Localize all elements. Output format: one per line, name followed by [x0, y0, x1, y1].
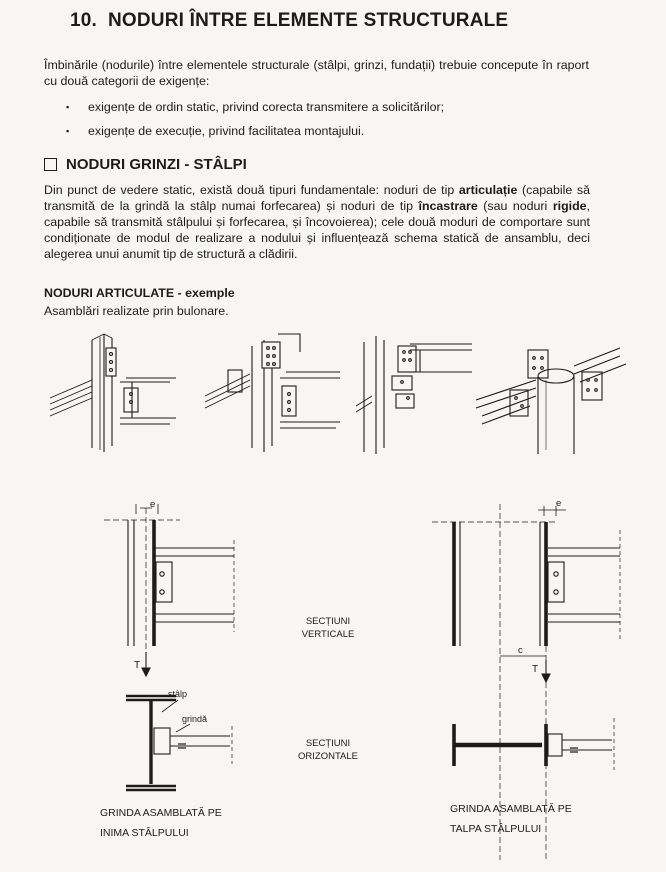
caption-left [100, 803, 222, 843]
label-sectiuni-verticale [288, 615, 368, 641]
section-title: NODURI GRINZI - STÂLPI [66, 156, 247, 173]
caption-line: GRINDA ASAMBLATĂ PE [450, 803, 572, 815]
term-articulatie: articulație [458, 183, 518, 197]
dim-c-right: c [518, 645, 523, 656]
force-t-right: T [532, 664, 539, 675]
section-paragraph [44, 182, 590, 262]
list-item: ▪ exigențe de ordin static, privind corecta transmitere a solicitărilor; [66, 95, 444, 119]
dim-e-left: e [150, 499, 156, 510]
label-grinda: grindă [182, 714, 208, 724]
para-text: (sau noduri [477, 199, 553, 213]
iso-joint-2 [205, 334, 340, 452]
label-line: VERTICALE [301, 629, 355, 640]
iso-joint-4 [476, 348, 626, 454]
term-incastrare: încastrare [418, 199, 478, 213]
caption-line: GRINDA ASAMBLATĂ PE [100, 807, 222, 819]
iso-joint-3 [356, 336, 472, 454]
requirements-list [66, 95, 444, 143]
caption-line: TALPA STÂLPULUI [450, 823, 542, 835]
section-heading [44, 156, 247, 173]
left-vertical-section [104, 504, 234, 676]
label-line: SECȚIUNI [305, 738, 351, 749]
list-item: ▪ exigențe de execuție, privind facilitatea montajului. [66, 119, 444, 143]
checkbox-square-icon [44, 158, 57, 171]
chapter-heading [70, 10, 508, 32]
label-line: SECȚIUNI [305, 616, 351, 627]
right-horizontal-section [454, 718, 614, 770]
dim-e-right: e [556, 498, 562, 509]
label-stalp: stâlp [168, 689, 188, 699]
left-horizontal-section [126, 696, 232, 790]
para-text: (capabile să transmită de la grindă la stâlp numai forfecarea) și noduri de tip [44, 183, 590, 213]
joint-diagrams [0, 318, 666, 872]
chapter-number: 10. [70, 10, 98, 31]
subsection-title: NODURI ARTICULATE - exemple [44, 286, 235, 300]
label-line: ORIZONTALE [298, 751, 358, 762]
para-text: Din punct de vedere static, există două tipuri fundamentale: noduri de tip [44, 183, 459, 197]
label-sectiuni-orizontale [288, 737, 368, 763]
term-rigide: rigide [552, 199, 587, 213]
iso-joint-1 [50, 334, 176, 452]
intro-paragraph: Îmbinările (nodurile) între elementele structurale (stâlpi, grinzi, fundații) trebuie concepute în raport cu două categorii de exigențe: [44, 58, 589, 88]
para-text: , capabile să transmită stâlpului și forfecarea, și încovoierea); cele două moduri de comportare sunt condiționate de modul de realizare a nodului și influențează schema statică de ansamblu, deci alegerea unui anumit tip de structură a clădirii. [44, 199, 591, 261]
force-t-left: T [134, 660, 141, 671]
caption-line: INIMA STÂLPULUI [100, 827, 189, 839]
subsection-subtitle: Asamblări realizate prin bulonare. [44, 304, 229, 318]
chapter-title: NODURI ÎNTRE ELEMENTE STRUCTURALE [107, 10, 509, 31]
caption-right [450, 799, 572, 839]
